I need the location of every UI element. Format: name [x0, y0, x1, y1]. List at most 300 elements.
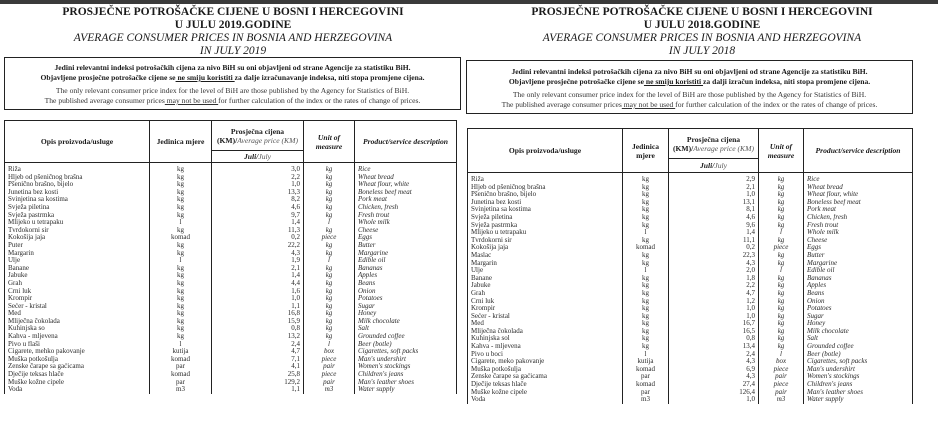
cell-product-name: Crni luk	[468, 298, 623, 306]
cell-unit-en: piece	[304, 234, 355, 242]
cell-unit: par	[150, 363, 212, 371]
cell-description-en: Whole milk	[804, 229, 913, 237]
table-row	[468, 305, 913, 313]
cell-product-name: Tvrdokorni sir	[5, 227, 150, 235]
table-row	[468, 206, 913, 214]
cell-unit-en: piece	[759, 366, 804, 374]
table-row	[468, 373, 913, 381]
cell-unit-en: piece	[304, 371, 355, 379]
disclaimer-box	[466, 60, 913, 114]
table-row	[5, 371, 457, 379]
cell-description-en: Milk chocolate	[804, 328, 913, 336]
cell-unit: kg	[150, 242, 212, 250]
cell-price: 13,3	[212, 189, 304, 197]
cell-description-en: Grounded coffee	[804, 343, 913, 351]
cell-price: 1,0	[212, 295, 304, 303]
cell-price: 7,1	[212, 356, 304, 364]
cell-product-name: Margarin	[5, 250, 150, 258]
cell-description-en: Rice	[355, 163, 457, 174]
cell-price: 1,6	[212, 288, 304, 296]
col-header-month: Juli/July	[669, 159, 759, 173]
cell-price: 22,2	[212, 242, 304, 250]
cell-unit-en: kg	[304, 318, 355, 326]
cell-price: 16,7	[669, 320, 759, 328]
cell-unit-en: piece	[759, 244, 804, 252]
cell-unit: kg	[150, 163, 212, 174]
cell-unit: l	[623, 229, 669, 237]
cell-description-en: Pork meat	[355, 196, 457, 204]
cell-product-name: Pivo u flaši	[5, 341, 150, 349]
cell-product-name: Grah	[5, 280, 150, 288]
table-row	[5, 310, 457, 318]
cell-unit-en: box	[759, 358, 804, 366]
cell-unit-en: kg	[304, 295, 355, 303]
cell-description-en: Wheat bread	[804, 184, 913, 192]
cell-unit: komad	[623, 244, 669, 252]
cell-description-en: Apples	[804, 282, 913, 290]
cell-unit: kg	[150, 196, 212, 204]
cell-description-en: Potatoes	[804, 305, 913, 313]
cell-product-name: Margarin	[468, 260, 623, 268]
cell-unit: komad	[150, 371, 212, 379]
col-header-description: Opis proizvoda/usluge	[468, 129, 623, 173]
cell-unit: kg	[150, 303, 212, 311]
cell-unit-en: kg	[759, 298, 804, 306]
cell-unit-en: piece	[759, 381, 804, 389]
cell-description-en: Women's stockings	[355, 363, 457, 371]
cell-product-name: Mlijeko u tetrapaku	[5, 219, 150, 227]
page-title: PROSJEČNE POTROŠAČKE CIJENE U BOSNI I HERCEGOVINI	[531, 6, 873, 18]
cell-product-name: Voda	[468, 396, 623, 404]
table-row	[5, 250, 457, 258]
cell-unit-en: kg	[759, 199, 804, 207]
cell-product-name: Muška potkošulja	[468, 366, 623, 374]
cell-unit-en: kg	[759, 282, 804, 290]
cell-product-name: Svježa piletina	[5, 204, 150, 212]
cell-product-name: Jabuke	[5, 272, 150, 280]
table-row	[468, 381, 913, 389]
cell-product-name: Pšenično brašno, bijelo	[5, 181, 150, 189]
cell-unit-en: m3	[759, 396, 804, 404]
cell-description-en: Sugar	[804, 313, 913, 321]
cell-description-en: Cigarettes, soft packs	[355, 348, 457, 356]
cell-price: 1,2	[669, 298, 759, 306]
table-row	[468, 343, 913, 351]
cell-unit-en: kg	[759, 214, 804, 222]
disclaimer-bs-line1: Jedini relevantni indeksi potrošačkih cijena za nivo BiH su oni objavljeni od strane Agencije za statistiku BiH.	[511, 67, 868, 76]
cell-description-en: Boneless beef meat	[804, 199, 913, 207]
cell-unit: kg	[623, 282, 669, 290]
disclaimer-en-line1: The only relevant consumer price index for the level of BiH are those published by the Agency for Statistics of BiH.	[55, 86, 410, 95]
cell-description-en: Water supply	[804, 396, 913, 404]
cell-unit: kutija	[150, 348, 212, 356]
cell-price: 3,0	[212, 163, 304, 174]
table-row	[468, 313, 913, 321]
table-row	[5, 189, 457, 197]
cell-product-name: Krompir	[468, 305, 623, 313]
table-row	[5, 234, 457, 242]
cell-unit: kg	[623, 206, 669, 214]
cell-description-en: Man's undershirt	[355, 356, 457, 364]
col-header-price: Prosječna cijena (KM)/Average price (KM)	[212, 121, 304, 151]
cell-unit-en: kg	[304, 272, 355, 280]
cell-unit-en: piece	[304, 356, 355, 364]
cell-unit: kg	[150, 280, 212, 288]
cell-description-en: Boneless beef meat	[355, 189, 457, 197]
cell-unit-en: kg	[759, 191, 804, 199]
cell-product-name: Jabuke	[468, 282, 623, 290]
cell-unit: par	[623, 373, 669, 381]
cell-price: 4,7	[212, 348, 304, 356]
table-row	[5, 333, 457, 341]
cell-product-name: Med	[5, 310, 150, 318]
cell-product-name: Kahva - mljevena	[468, 343, 623, 351]
cell-unit: kg	[150, 212, 212, 220]
cell-product-name: Cigarete, mehko pakovanje	[5, 348, 150, 356]
table-row	[5, 341, 457, 349]
cell-unit: kg	[623, 214, 669, 222]
table-row	[468, 282, 913, 290]
cell-unit: kg	[150, 272, 212, 280]
cell-unit-en: pair	[304, 379, 355, 387]
cell-price: 2,4	[669, 351, 759, 359]
cell-unit-en: kg	[304, 196, 355, 204]
cell-price: 15,9	[212, 318, 304, 326]
table-row	[5, 280, 457, 288]
cell-price: 1,0	[212, 181, 304, 189]
col-header-unit-en: Unit of measure	[304, 121, 355, 163]
table-row	[468, 275, 913, 283]
cell-price: 2,0	[669, 267, 759, 275]
top-bar	[0, 0, 938, 4]
cell-unit: m3	[150, 386, 212, 394]
cell-price: 129,2	[212, 379, 304, 387]
cell-unit: kg	[150, 310, 212, 318]
cell-description-en: Eggs	[355, 234, 457, 242]
cell-unit: kg	[623, 252, 669, 260]
cell-price: 2,1	[669, 184, 759, 192]
cell-unit-en: kg	[759, 173, 804, 184]
cell-product-name: Puter	[5, 242, 150, 250]
cell-unit: kg	[150, 250, 212, 258]
cell-description-en: Cigarettes, soft packs	[804, 358, 913, 366]
cell-unit-en: kg	[304, 250, 355, 258]
table-row	[468, 173, 913, 184]
cell-unit: l	[150, 219, 212, 227]
cell-unit-en: kg	[759, 260, 804, 268]
page-subtitle-year: IN JULY 2018	[668, 45, 736, 57]
table-row	[5, 196, 457, 204]
cell-price: 0,2	[669, 244, 759, 252]
cell-description-en: Wheat flour, white	[804, 191, 913, 199]
cell-description-en: Onion	[804, 298, 913, 306]
cell-price: 27,4	[669, 381, 759, 389]
table-row	[5, 242, 457, 250]
cell-price: 16,5	[669, 328, 759, 336]
cell-product-name: Muške kožne cipele	[468, 389, 623, 397]
cell-unit: kg	[623, 191, 669, 199]
cell-price: 9,7	[212, 212, 304, 220]
cell-unit: kg	[150, 204, 212, 212]
cell-unit-en: kg	[304, 204, 355, 212]
cell-description-en: Man's undershirt	[804, 366, 913, 374]
cell-product-name: Kuhinjska so	[5, 325, 150, 333]
cell-unit-en: kg	[759, 320, 804, 328]
cell-product-name: Mliječna čokolada	[5, 318, 150, 326]
cell-product-name: Muška potkošulja	[5, 356, 150, 364]
disclaimer-bs-line2: Objavljene prosječne potrošačke cijene se ne smiju koristiti za dalje izračunavanje indeksa, niti stopa promjene cijena.	[40, 73, 425, 82]
cell-unit: kg	[623, 313, 669, 321]
cell-price: 2,2	[212, 174, 304, 182]
cell-price: 1,0	[669, 396, 759, 404]
cell-product-name: Maslac	[468, 252, 623, 260]
cell-description-en: Margarine	[355, 250, 457, 258]
cell-product-name: Svježa piletina	[468, 214, 623, 222]
cell-price: 1,4	[212, 219, 304, 227]
cell-unit: kg	[150, 227, 212, 235]
cell-product-name: Ulje	[468, 267, 623, 275]
cell-description-en: Beer (botle)	[355, 341, 457, 349]
cell-unit: l	[623, 267, 669, 275]
cell-unit: kg	[623, 184, 669, 192]
cell-unit-en: kg	[304, 242, 355, 250]
cell-unit-en: kg	[304, 333, 355, 341]
page-subtitle: AVERAGE CONSUMER PRICES IN BOSNIA AND HERZEGOVINA	[542, 32, 862, 44]
cell-unit: kg	[623, 275, 669, 283]
cell-product-name: Svježa pastrmka	[5, 212, 150, 220]
cell-unit: kg	[623, 328, 669, 336]
cell-price: 0,2	[212, 234, 304, 242]
cell-description-en: Pork meat	[804, 206, 913, 214]
cell-unit-en: kg	[304, 265, 355, 273]
cell-description-en: Apples	[355, 272, 457, 280]
cell-unit-en: m3	[304, 386, 355, 394]
table-row	[5, 348, 457, 356]
cell-unit-en: kg	[304, 174, 355, 182]
cell-price: 1,0	[669, 191, 759, 199]
cell-price: 8,1	[669, 206, 759, 214]
cell-unit: kg	[623, 260, 669, 268]
col-header-month: Juli/July	[212, 151, 304, 163]
cell-description-en: Margarine	[804, 260, 913, 268]
cell-price: 25,8	[212, 371, 304, 379]
cell-product-name: Svinjetina sa kostima	[5, 196, 150, 204]
cell-product-name: Muške kožne cipele	[5, 379, 150, 387]
cell-price: 1,1	[212, 386, 304, 394]
cell-description-en: Children's jeans	[804, 381, 913, 389]
cell-price: 11,1	[669, 237, 759, 245]
cell-product-name: Hljeb od pšeničnog brašna	[5, 174, 150, 182]
disclaimer-en-line2: The published average consumer prices may not be used for further calculation of the index or the rates of change of prices.	[501, 100, 878, 109]
page-subtitle-year: IN JULY 2019	[199, 45, 267, 57]
cell-unit: kg	[150, 295, 212, 303]
cell-unit: komad	[623, 381, 669, 389]
table-row	[5, 318, 457, 326]
cell-unit-en: l	[304, 341, 355, 349]
cell-unit: par	[150, 379, 212, 387]
cell-unit-en: kg	[304, 325, 355, 333]
cell-description-en: Butter	[804, 252, 913, 260]
table-row	[468, 229, 913, 237]
cell-unit-en: kg	[759, 313, 804, 321]
table-row	[468, 252, 913, 260]
table-row	[468, 222, 913, 230]
table-row	[468, 191, 913, 199]
cell-price: 2,9	[669, 173, 759, 184]
cell-price: 4,3	[669, 260, 759, 268]
cell-unit: kg	[150, 174, 212, 182]
cell-price: 4,3	[669, 373, 759, 381]
cell-price: 13,4	[669, 343, 759, 351]
table-row	[5, 265, 457, 273]
cell-unit: kg	[150, 181, 212, 189]
cell-unit-en: kg	[759, 184, 804, 192]
cell-unit: kg	[150, 333, 212, 341]
table-row	[468, 237, 913, 245]
cell-description-en: Bananas	[355, 265, 457, 273]
disclaimer-bs-line2: Objavljene prosječne potrošačke cijene se ne smiju koristiti za dalji izračun indeksa, niti stopa promjene cijena.	[508, 77, 871, 86]
cell-product-name: Dječije teksas hlače	[5, 371, 150, 379]
cell-unit: komad	[150, 234, 212, 242]
cell-description-en: Honey	[355, 310, 457, 318]
cell-product-name: Svježa pastrmka	[468, 222, 623, 230]
cell-product-name: Cigarete, meko pakovanje	[468, 358, 623, 366]
cell-description-en: Onion	[355, 288, 457, 296]
cell-description-en: Fresh trout	[804, 222, 913, 230]
cell-product-name: Mliječna čokolada	[468, 328, 623, 336]
page-title-year: U JULU 2018.GODINE	[643, 19, 761, 31]
cell-description-en: Man's leather shoes	[355, 379, 457, 387]
table-row	[5, 386, 457, 394]
table-row	[5, 379, 457, 387]
cell-unit-en: l	[759, 267, 804, 275]
cell-unit-en: kg	[759, 222, 804, 230]
cell-unit: komad	[150, 356, 212, 364]
cell-product-name: Pivo u boci	[468, 351, 623, 359]
cell-description-en: Bananas	[804, 275, 913, 283]
table-row	[468, 328, 913, 336]
disclaimer-box	[4, 57, 461, 110]
cell-product-name: Banane	[5, 265, 150, 273]
cell-unit: kg	[150, 288, 212, 296]
cell-unit: kg	[623, 343, 669, 351]
cell-product-name: Svinjetina sa kostima	[468, 206, 623, 214]
cell-product-name: Junetina bez kosti	[5, 189, 150, 197]
table-row	[468, 260, 913, 268]
cell-unit: l	[150, 341, 212, 349]
cell-product-name: Crni luk	[5, 288, 150, 296]
cell-price: 1,4	[669, 229, 759, 237]
table-row	[5, 181, 457, 189]
cell-price: 4,4	[212, 280, 304, 288]
cell-price: 1,0	[669, 313, 759, 321]
cell-unit-en: l	[304, 257, 355, 265]
cell-description-en: Honey	[804, 320, 913, 328]
cell-description-en: Grounded coffee	[355, 333, 457, 341]
cell-description-en: Beans	[804, 290, 913, 298]
cell-unit-en: kg	[304, 163, 355, 174]
cell-product-name: Riža	[468, 173, 623, 184]
cell-product-name: Grah	[468, 290, 623, 298]
disclaimer-en-line1: The only relevant consumer price index for the level of BiH are those published by the Agency for Statistics of BiH.	[512, 90, 867, 99]
cell-price: 11,3	[212, 227, 304, 235]
cell-price: 1,8	[669, 275, 759, 283]
table-row	[5, 227, 457, 235]
cell-description-en: Edible oil	[355, 257, 457, 265]
cell-price: 4,3	[669, 358, 759, 366]
cell-price: 0,8	[669, 335, 759, 343]
col-header-unit: Jedinica mjere	[150, 121, 212, 163]
cell-unit: kutija	[623, 358, 669, 366]
cell-unit-en: kg	[759, 328, 804, 336]
cell-description-en: Eggs	[804, 244, 913, 252]
table-row	[468, 298, 913, 306]
cell-description-en: Fresh trout	[355, 212, 457, 220]
cell-product-name: Med	[468, 320, 623, 328]
table-row	[5, 303, 457, 311]
table-row	[468, 335, 913, 343]
table-row	[5, 363, 457, 371]
cell-product-name: Kuhinjska sol	[468, 335, 623, 343]
cell-description-en: Salt	[355, 325, 457, 333]
cell-unit-en: pair	[759, 373, 804, 381]
page-subtitle: AVERAGE CONSUMER PRICES IN BOSNIA AND HERZEGOVINA	[73, 32, 393, 44]
cell-unit-en: kg	[759, 335, 804, 343]
cell-unit: kg	[623, 222, 669, 230]
cell-unit: kg	[623, 305, 669, 313]
cell-product-name: Tvrdokorni sir	[468, 237, 623, 245]
cell-product-name: Krompir	[5, 295, 150, 303]
cell-description-en: Butter	[355, 242, 457, 250]
cell-description-en: Beans	[355, 280, 457, 288]
cell-description-en: Whole milk	[355, 219, 457, 227]
cell-price: 126,4	[669, 389, 759, 397]
col-header-unit: Jedinica mjere	[623, 129, 669, 173]
table-row	[468, 366, 913, 374]
cell-price: 2,1	[212, 265, 304, 273]
cell-unit-en: kg	[759, 290, 804, 298]
cell-product-name: Voda	[5, 386, 150, 394]
cell-price: 13,1	[669, 199, 759, 207]
cell-unit-en: kg	[304, 288, 355, 296]
table-row	[5, 288, 457, 296]
cell-price: 4,6	[669, 214, 759, 222]
cell-unit: komad	[623, 366, 669, 374]
cell-unit-en: kg	[759, 305, 804, 313]
price-table-2019	[4, 120, 457, 394]
cell-unit: kg	[150, 318, 212, 326]
cell-unit-en: kg	[304, 280, 355, 288]
cell-unit-en: l	[304, 219, 355, 227]
cell-product-name: Riža	[5, 163, 150, 174]
cell-price: 1,9	[212, 257, 304, 265]
cell-unit: l	[150, 257, 212, 265]
cell-unit: kg	[623, 199, 669, 207]
cell-unit: kg	[623, 237, 669, 245]
table-row	[468, 358, 913, 366]
cell-product-name: Šećer - kristal	[5, 303, 150, 311]
cell-price: 1,0	[669, 305, 759, 313]
cell-price: 8,2	[212, 196, 304, 204]
table-row	[468, 320, 913, 328]
cell-unit-en: kg	[304, 181, 355, 189]
cell-product-name: Hljeb od pšeničnog brašna	[468, 184, 623, 192]
cell-unit: kg	[150, 325, 212, 333]
disclaimer-bs-line1: Jedini relevantni indeksi potrošačkih cijena za nivo BiH su oni objavljeni od strane Agencije za statistiku BiH.	[54, 63, 411, 72]
table-row	[5, 174, 457, 182]
cell-price: 16,8	[212, 310, 304, 318]
cell-unit: par	[623, 389, 669, 397]
